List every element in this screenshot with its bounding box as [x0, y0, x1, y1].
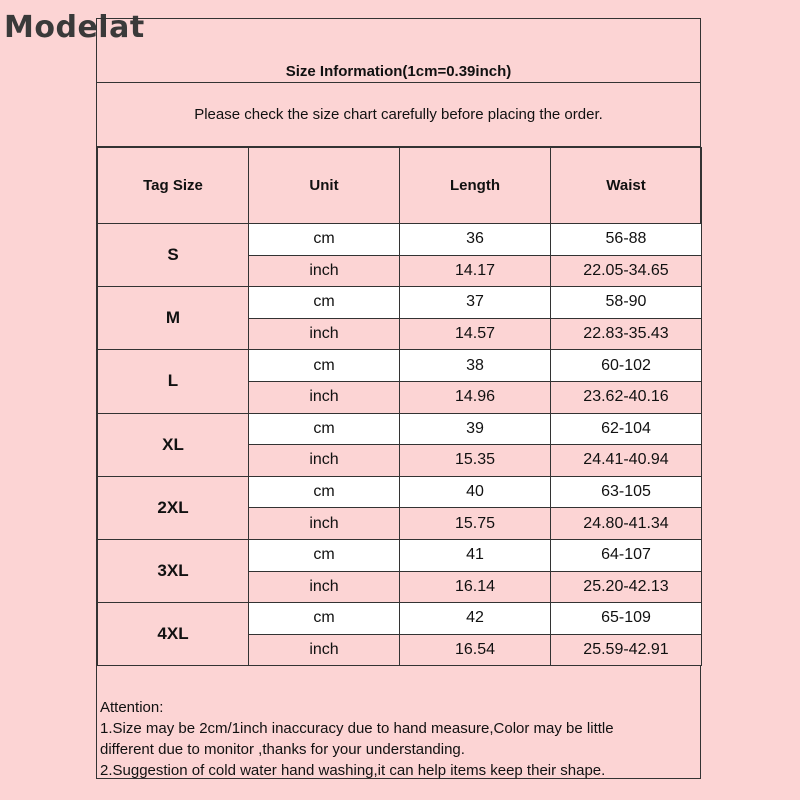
length-cell: 41: [400, 539, 551, 571]
unit-cell: inch: [249, 634, 400, 666]
table-row: [98, 476, 702, 508]
waist-cell: 24.41-40.94: [551, 445, 702, 477]
unit-cell: cm: [249, 539, 400, 571]
unit-cell: inch: [249, 381, 400, 413]
size-chart-sheet: [96, 18, 701, 779]
tag-size-cell: 3XL: [98, 539, 249, 602]
chart-title: Size Information(1cm=0.39inch): [97, 19, 700, 83]
table-row: [98, 224, 702, 256]
header-tag-size: Tag Size: [98, 148, 249, 224]
waist-cell: 64-107: [551, 539, 702, 571]
length-cell: 16.54: [400, 634, 551, 666]
table-row: [98, 413, 702, 445]
length-cell: 42: [400, 603, 551, 635]
unit-cell: inch: [249, 445, 400, 477]
length-cell: 40: [400, 476, 551, 508]
unit-cell: inch: [249, 318, 400, 350]
unit-cell: cm: [249, 476, 400, 508]
unit-cell: cm: [249, 413, 400, 445]
table-row: [98, 287, 702, 319]
table-row: [98, 539, 702, 571]
tag-size-cell: L: [98, 350, 249, 413]
length-cell: 36: [400, 224, 551, 256]
chart-note: Please check the size chart carefully before placing the order.: [97, 83, 700, 147]
size-table-body: [98, 224, 702, 666]
length-cell: 15.75: [400, 508, 551, 540]
unit-cell: inch: [249, 255, 400, 287]
tag-size-cell: S: [98, 224, 249, 287]
length-cell: 39: [400, 413, 551, 445]
waist-cell: 23.62-40.16: [551, 381, 702, 413]
waist-cell: 25.59-42.91: [551, 634, 702, 666]
attention-notes: [100, 697, 695, 781]
unit-cell: inch: [249, 571, 400, 603]
tag-size-cell: M: [98, 287, 249, 350]
length-cell: 38: [400, 350, 551, 382]
tag-size-cell: 4XL: [98, 603, 249, 666]
unit-cell: cm: [249, 224, 400, 256]
waist-cell: 22.83-35.43: [551, 318, 702, 350]
length-cell: 14.57: [400, 318, 551, 350]
unit-cell: cm: [249, 603, 400, 635]
unit-cell: cm: [249, 287, 400, 319]
attention-line: 2.Suggestion of cold water hand washing,it can help items keep their shape.: [100, 762, 606, 779]
waist-cell: 22.05-34.65: [551, 255, 702, 287]
header-length: Length: [400, 148, 551, 224]
waist-cell: 63-105: [551, 476, 702, 508]
waist-cell: 65-109: [551, 603, 702, 635]
waist-cell: 58-90: [551, 287, 702, 319]
length-cell: 16.14: [400, 571, 551, 603]
brand-watermark: Modelat: [4, 10, 145, 45]
length-cell: 14.96: [400, 381, 551, 413]
waist-cell: 60-102: [551, 350, 702, 382]
length-cell: 15.35: [400, 445, 551, 477]
waist-cell: 56-88: [551, 224, 702, 256]
attention-heading: Attention:: [100, 699, 164, 716]
waist-cell: 25.20-42.13: [551, 571, 702, 603]
tag-size-cell: XL: [98, 413, 249, 476]
table-header-row: [98, 148, 702, 224]
tag-size-cell: 2XL: [98, 476, 249, 539]
length-cell: 37: [400, 287, 551, 319]
waist-cell: 62-104: [551, 413, 702, 445]
header-unit: Unit: [249, 148, 400, 224]
table-row: [98, 350, 702, 382]
waist-cell: 24.80-41.34: [551, 508, 702, 540]
size-table: [97, 147, 702, 666]
length-cell: 14.17: [400, 255, 551, 287]
attention-line: 1.Size may be 2cm/1inch inaccuracy due to hand measure,Color may be little: [100, 720, 614, 737]
unit-cell: cm: [249, 350, 400, 382]
unit-cell: inch: [249, 508, 400, 540]
header-waist: Waist: [551, 148, 702, 224]
table-row: [98, 603, 702, 635]
attention-line: different due to monitor ,thanks for your understanding.: [100, 741, 465, 758]
